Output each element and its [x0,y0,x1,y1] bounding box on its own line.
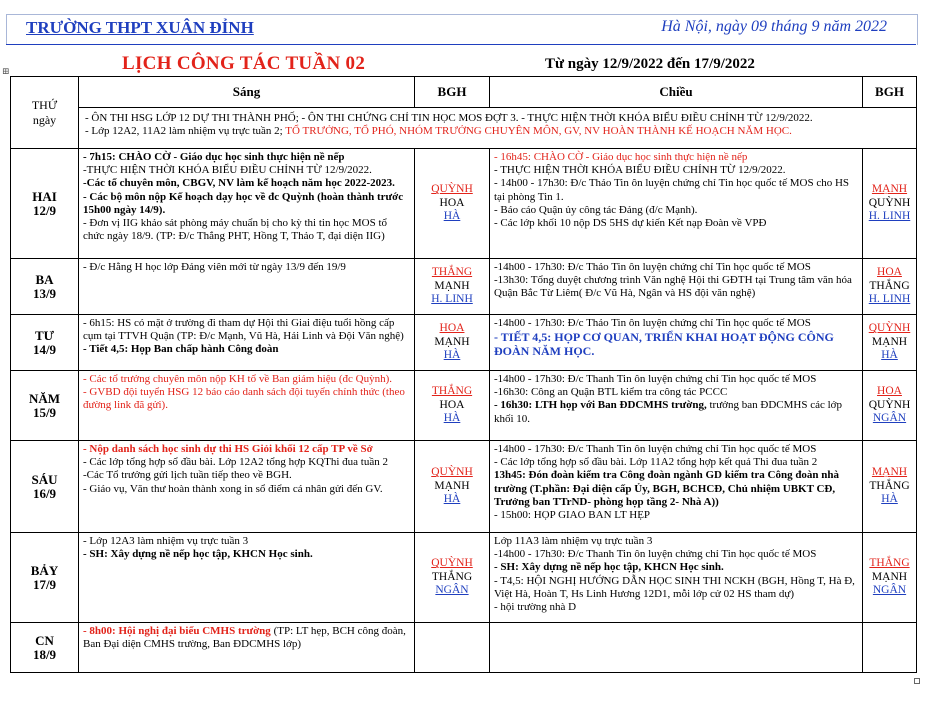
afternoon-cell-line [494,601,858,614]
morning-cell-line-text: - 6h15: HS có mặt ở trường đi tham dự Hội thi Giai điệu tuổi hồng cấp cụm tại TTVH Quận (TP: Đ/c Mạnh, Vũ Hà, Hải Linh và Đội Văn nghệ) [83,317,404,343]
afternoon-cell-line [494,469,858,509]
day-cell [11,371,79,441]
day-name: SÁU [31,472,58,488]
afternoon-bgh-cell [863,259,917,315]
afternoon-cell-line-text: - 15h00: HỌP GIAO BAN LT HẸP [494,509,651,522]
general-line-2-red: TỔ TRƯỞNG, TỔ PHÓ, NHÓM TRƯỞNG CHUYÊN MÔN, GV, NV HOÀN THÀNH KẾ HOẠCH NĂM HỌC. [285,125,792,138]
general-line-2-text: - Lớp 12A2, 11A2 làm nhiệm vụ trực tuần 2; [85,125,286,138]
duty-person: THẮNG [431,570,473,583]
afternoon-cell [490,259,863,315]
duty-person-link[interactable]: HÀ [443,493,461,506]
afternoon-cell-line [494,443,858,456]
date-range: Từ ngày 12/9/2022 đến 17/9/2022 [545,56,755,72]
general-line-1: - ÔN THI HSG LỚP 12 DỰ THI THÀNH PHỐ; - ÔN THI CHỨNG CHỈ TIN HỌC MOS ĐỢT 3. - THỰC HIỆN THỜI KHÓA BIỂU ĐIỀU CHỈNH TỪ 12/9/2022. [85,112,813,124]
morning-cell [79,149,415,259]
afternoon-bgh-cell [863,533,917,623]
afternoon-cell-line [494,204,858,217]
morning-cell-line [83,469,410,482]
duty-person-link[interactable]: THẮNG [869,557,910,570]
header-row [11,77,917,108]
morning-bgh-cell [415,315,490,371]
col-header-bgh: BGH [415,77,490,108]
afternoon-cell-line-text: - 14h00 - 17h30: Đ/c Thảo Tin ôn luyện chứng chỉ Tin học quốc tế MOS cho HS tại phòng Tin 1. [494,177,850,203]
table-move-handle-icon[interactable]: ⊞ [2,66,10,76]
afternoon-bgh-cell [863,149,917,259]
afternoon-cell-line [494,164,858,177]
afternoon-cell-line-text: - hội trường nhà D [494,601,577,614]
afternoon-cell-line [494,317,858,330]
duty-person-link[interactable]: HÀ [443,210,461,223]
col-header-day [11,77,79,149]
afternoon-cell [490,441,863,533]
afternoon-cell-line [494,399,858,425]
day-name: HAI [32,189,57,205]
duty-person-link[interactable]: HOA [439,322,465,335]
morning-cell-line-tail: (TP: LT hẹp, BCH công đoàn, Ban Đại diện CMHS trường, Ban ĐDCMHS lớp) [83,625,406,651]
afternoon-cell-line-text: -14h00 - 17h30: Đ/c Thanh Tin ôn luyện chứng chỉ Tin học quốc tế MOS [494,548,817,561]
duty-person: QUỲNH [868,398,911,411]
day-row [11,441,917,533]
school-name: TRƯỜNG THPT XUÂN ĐỈNH [26,18,254,37]
afternoon-cell-line [494,330,858,358]
morning-cell-line [83,386,410,412]
duty-person: MẠNH [871,570,908,583]
afternoon-cell [490,315,863,371]
morning-cell-line-text: - SH: Xây dựng nề nếp học tập, KHCN Học sinh. [83,548,313,561]
general-row [11,108,917,149]
duty-person: THẮNG [869,279,910,292]
afternoon-cell-line-text: - TIẾT 4,5: HỌP CƠ QUAN, TRIỂN KHAI HOẠT ĐỘNG CÔNG ĐOÀN NĂM HỌC. [494,330,834,359]
afternoon-cell-line-text: - T4,5: HỘI NGHỊ HƯỚNG DẪN HỌC SINH THI NCKH (BGH, Hồng T, Hà Đ, Việt Hà, Hoàn T, Hs Linh Hương 12D1, mỗi lớp cử 02 HS tham dự) [494,574,855,600]
morning-cell-line [83,456,410,469]
afternoon-cell-line-text: - 16h30: LTH họp với Ban ĐDCMHS trường, [494,399,707,412]
duty-person-link[interactable]: HÀ [881,493,898,506]
morning-cell-line-text: - 7h15: CHÀO CỜ - Giáo dục học sinh thực hiện nề nếp [83,151,345,163]
morning-cell-line [83,625,410,651]
morning-cell [79,533,415,623]
day-date: 18/9 [32,646,57,662]
morning-cell-line [83,164,410,177]
duty-person-link[interactable]: QUỲNH [431,466,473,479]
duty-person-link[interactable]: H. LINH [431,293,473,306]
morning-cell-line-text: - Lớp 12A3 làm nhiệm vụ trực tuần 3 [83,535,249,547]
document-date: Hà Nội, ngày 09 tháng 9 năm 2022 [661,18,887,35]
header-rule [6,44,916,45]
duty-person-link[interactable]: H. LINH [868,210,911,223]
duty-person-link[interactable]: QUỲNH [431,557,473,570]
morning-cell-line-text: - Các bộ môn nộp Kế hoạch dạy học về đc Quỳnh (hoàn thành trước 15h00 ngày 14/9). [83,190,404,216]
col-header-afternoon: Chiều [490,77,863,108]
afternoon-cell-line [494,274,858,300]
duty-person: MẠNH [434,335,470,348]
duty-person: HOA [439,196,465,209]
afternoon-cell-line [494,535,858,548]
day-name: CN [35,633,54,649]
morning-bgh-cell [415,623,490,673]
afternoon-cell-line [494,151,858,164]
day-name: TƯ [34,328,55,344]
morning-cell-line [83,317,410,343]
duty-person-link[interactable]: HÀ [443,412,461,425]
afternoon-cell-line-text: -14h00 - 17h30: Đ/c Thảo Tin ôn luyện chứng chỉ Tin học quốc tế MOS [494,317,811,329]
morning-cell [79,623,415,673]
afternoon-cell-line [494,261,858,274]
day-date: 17/9 [32,576,57,592]
afternoon-cell-line-text: - THỰC HIỆN THỜI KHÓA BIỂU ĐIỀU CHỈNH TỪ 12/9/2022. [494,164,786,177]
duty-person-link[interactable]: QUỲNH [868,322,911,335]
morning-cell-line [83,177,410,190]
afternoon-cell-line [494,548,858,561]
duty-person-link[interactable]: HOA [877,266,902,279]
afternoon-bgh-cell [863,371,917,441]
afternoon-cell-line-text: - 16h45: CHÀO CỜ - Giáo dục học sinh thực hiện nề nếp [494,151,748,163]
duty-person-link[interactable]: NGÂN [872,584,907,597]
duty-person: MẠNH [434,279,470,292]
morning-cell [79,441,415,533]
day-cell [11,623,79,673]
afternoon-cell-line-text: -14h00 - 17h30: Đ/c Thanh Tin ôn luyện chứng chỉ Tin học quốc tế MOS [494,443,817,455]
duty-person-link[interactable]: MẠNH [871,183,908,196]
duty-person-link[interactable]: MẠNH [871,466,908,479]
morning-cell-line [83,217,410,243]
day-row [11,315,917,371]
day-row [11,623,917,673]
day-row [11,149,917,259]
afternoon-cell-line-text: - Các lớp khối 10 nộp DS 5HS dự kiến Kết nạp Đoàn về VPĐ [494,217,767,230]
afternoon-cell-line-text: - SH: Xây dựng nề nếp học tập, KHCN Học sinh. [494,561,724,574]
afternoon-cell [490,623,863,673]
afternoon-cell-line [494,456,858,469]
day-date: 15/9 [32,404,57,420]
afternoon-cell-line-text: -14h00 - 17h30: Đ/c Thanh Tin ôn luyện chứng chỉ Tin học quốc tế MOS [494,373,817,385]
afternoon-cell-line-text: -13h30: Tổng duyệt chương trình Văn nghệ Hội thi GĐTH tại Trung tâm văn hóa Quận Bắc Từ Liêm( Đ/c Vũ Hà, Ngân và HS đội văn nghệ) [494,274,852,300]
morning-cell-line [83,535,410,548]
day-row [11,259,917,315]
day-cell [11,259,79,315]
morning-bgh-cell [415,149,490,259]
morning-cell-line-text: -Các Tổ trưởng gửi lịch tuần tiếp theo về BGH. [83,469,292,482]
schedule-table [10,76,917,673]
morning-cell-line-text: - Giáo vụ, Văn thư hoàn thành xong in sổ điểm cá nhân gửi đến GV. [83,482,383,495]
day-name: NĂM [28,391,61,407]
morning-cell-line-text: - Tiết 4,5: Họp Ban chấp hành Công đoàn [83,343,279,356]
col-header-day-label: THỨ [31,97,58,112]
day-date: 14/9 [32,341,57,357]
afternoon-bgh-cell [863,441,917,533]
afternoon-cell [490,533,863,623]
day-date: 16/9 [32,485,57,501]
day-date: 13/9 [32,285,57,301]
table-resize-handle[interactable] [914,678,920,684]
morning-cell-line-text: - Các lớp tổng hợp sổ đầu bài. Lớp 12A2 tổng hợp KQThi đua tuần 2 [83,456,388,469]
duty-person-link[interactable]: H. LINH [868,293,911,306]
morning-cell-line [83,261,410,274]
col-header-day-sub: ngày [32,112,57,127]
duty-person-link[interactable]: HÀ [881,349,898,362]
document-title: LỊCH CÔNG TÁC TUẦN 02 [122,53,366,74]
morning-cell-line-text: - Đơn vị IIG khảo sát phòng máy chuẩn bị cho kỳ thi tin học MOS tổ chức ngày 18/9. (TP: Đ/c Thắng PHT, Hồng T, Thảo T, đại diện IIG) [83,217,387,243]
duty-person: MẠNH [434,479,470,492]
afternoon-bgh-cell [863,623,917,673]
afternoon-cell [490,371,863,441]
afternoon-bgh-cell [863,315,917,371]
day-rows [11,149,917,673]
morning-cell-line [83,483,410,496]
duty-person: MẠNH [871,335,908,348]
afternoon-cell-line [494,177,858,203]
morning-cell [79,315,415,371]
morning-cell-line-text: - GVBD đội tuyển HSG 12 báo cáo danh sách đội tuyển chính thức (theo đường link đã gửi). [83,386,405,412]
morning-cell-line-text: -Các tổ chuyên môn, CBGV, NV làm kế hoạch năm học 2022-2023. [83,177,395,190]
afternoon-cell-line [494,373,858,386]
day-cell [11,441,79,533]
day-date: 12/9 [32,202,57,218]
col-header-morning: Sáng [79,77,415,108]
duty-person-link[interactable]: QUỲNH [431,183,473,196]
duty-person-link[interactable]: THẮNG [431,385,473,398]
afternoon-cell-line-text: - Báo cáo Quận ủy công tác Đảng (đ/c Mạnh). [494,203,698,216]
duty-person: QUỲNH [868,196,911,209]
morning-cell-line [83,191,410,217]
afternoon-cell-line-text: -14h00 - 17h30: Đ/c Thảo Tin ôn luyện chứng chỉ Tin học quốc tế MOS [494,261,811,273]
morning-cell-line-text: -THỰC HIỆN THỜI KHÓA BIỂU ĐIỀU CHỈNH TỪ 12/9/2022. [83,164,372,177]
day-cell [11,149,79,259]
afternoon-cell-line [494,217,858,230]
duty-person-link[interactable]: NGÂN [872,412,907,425]
morning-cell-line [83,548,410,561]
duty-person-link[interactable]: HÀ [443,349,461,362]
col-header-bgh2: BGH [863,77,917,108]
duty-person: HOA [439,398,465,411]
afternoon-cell-line [494,561,858,574]
morning-cell-line [83,443,410,456]
duty-person-link[interactable]: THẮNG [431,266,473,279]
morning-cell-line [83,151,410,164]
morning-bgh-cell [415,533,490,623]
morning-cell [79,371,415,441]
general-notes [79,108,917,149]
morning-cell-line [83,343,410,356]
morning-cell-line [83,373,410,386]
afternoon-cell-line-text: -16h30: Công an Quận BTL kiểm tra công tác PCCC [494,386,728,399]
morning-cell-line-text: - 8h00: Hội nghị đại biểu CMHS trường [83,625,271,637]
day-name: BA [35,272,54,288]
morning-bgh-cell [415,441,490,533]
duty-person-link[interactable]: NGÂN [435,584,469,597]
morning-cell-line-text: - Các tổ trưởng chuyên môn nộp KH tổ về Ban giám hiệu (đc Quỳnh). [83,373,393,385]
afternoon-cell-line [494,509,858,522]
morning-bgh-cell [415,371,490,441]
morning-bgh-cell [415,259,490,315]
general-line-2 [85,125,910,138]
afternoon-cell-line-text: 13h45: Đón đoàn kiểm tra Công đoàn ngành GD kiểm tra Công đoàn nhà trường (T.phần: Đại diện cấp Ủy, BGH, BCHCĐ, Chủ nhiệm UBKT CĐ, Trưởng ban TTrND- phòng họp tầng 2- Nhà A)) [494,469,840,508]
afternoon-cell-line-text: - Các lớp tổng hợp sổ đầu bài. Lớp 11A2 tổng hợp kết quả Thi đua tuần 2 [494,456,818,469]
morning-cell-line-text: - Đ/c Hằng H học lớp Đảng viên mới từ ngày 13/9 đến 19/9 [83,261,346,273]
day-cell [11,315,79,371]
duty-person: THẮNG [869,479,910,492]
day-row [11,371,917,441]
day-name: BẢY [30,563,59,579]
afternoon-cell [490,149,863,259]
morning-cell [79,259,415,315]
duty-person-link[interactable]: HOA [877,385,902,398]
day-row [11,533,917,623]
afternoon-cell-line-text: Lớp 11A3 làm nhiệm vụ trực tuần 3 [494,535,653,547]
day-cell [11,533,79,623]
afternoon-cell-line [494,575,858,601]
morning-cell-line-text: - Nộp danh sách học sinh dự thi HS Giỏi khối 12 cấp TP về Sở [83,443,373,455]
afternoon-cell-line [494,386,858,399]
afternoon-cell-line-tail: trưởng ban ĐDCMHS các lớp khối 10. [494,399,842,425]
